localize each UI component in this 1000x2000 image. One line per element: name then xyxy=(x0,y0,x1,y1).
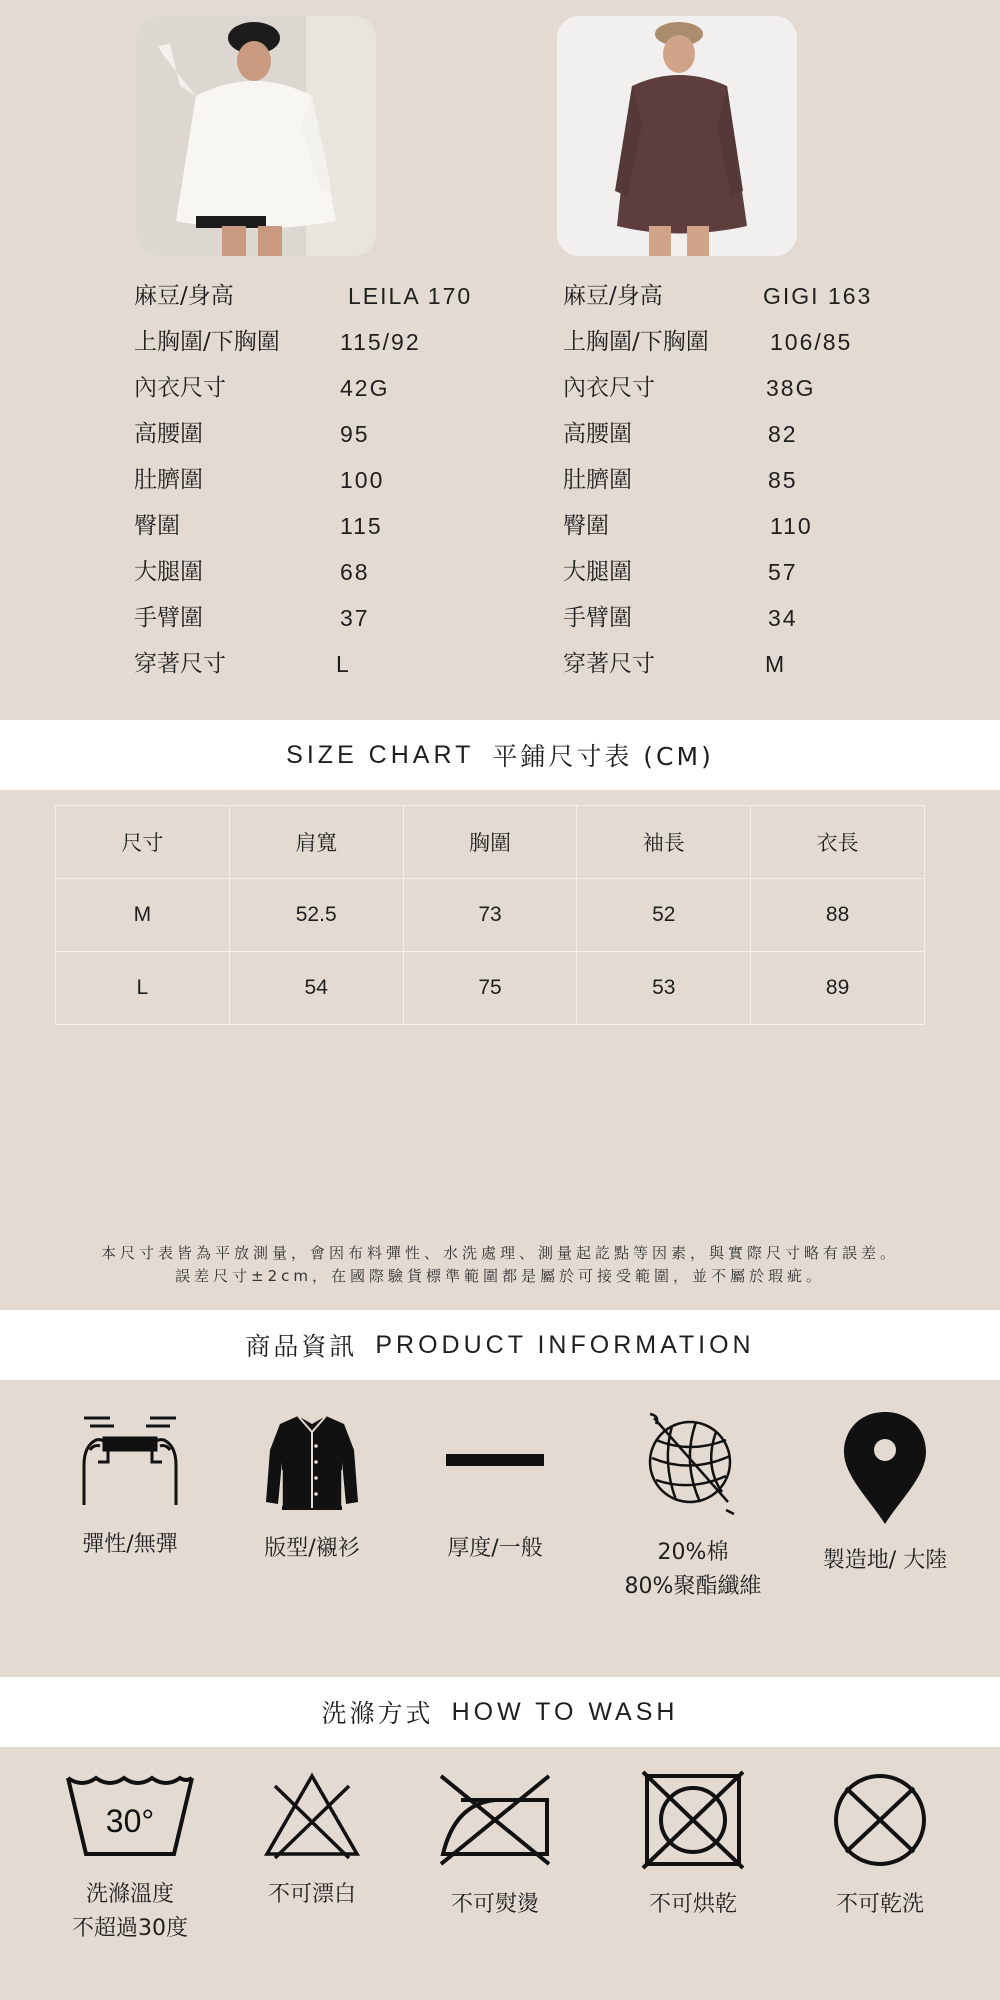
measure-label: 穿著尺寸 xyxy=(563,651,655,677)
product-info-header xyxy=(0,1310,1000,1380)
wash-caption xyxy=(40,1878,220,1946)
wash-caption: 不可乾洗 xyxy=(835,1892,924,1917)
shirt-icon xyxy=(262,1410,362,1514)
measure-row xyxy=(563,644,943,690)
measure-label: 臀圍 xyxy=(134,513,180,539)
table-cell: 89 xyxy=(751,952,925,1025)
measure-value: M xyxy=(765,651,787,677)
no-tumble-dry-icon xyxy=(641,1770,745,1870)
measure-row xyxy=(134,506,514,552)
measure-row xyxy=(134,322,514,368)
measure-value: 85 xyxy=(768,467,798,493)
product-info-title-en: PRODUCT INFORMATION xyxy=(375,1330,755,1359)
table-header-cell: 肩寬 xyxy=(229,806,403,879)
table-cell: L xyxy=(56,952,230,1025)
measure-row xyxy=(563,460,943,506)
wash-caption: 不可熨燙 xyxy=(450,1892,539,1917)
measure-label: 肚臍圍 xyxy=(563,467,632,493)
measure-row xyxy=(563,598,943,644)
measure-value: 100 xyxy=(340,467,385,493)
no-dry-clean-icon xyxy=(828,1770,932,1870)
wash-caption: 不可漂白 xyxy=(267,1882,356,1907)
location-pin-icon xyxy=(840,1410,930,1526)
table-cell: 88 xyxy=(751,879,925,952)
measure-value: 115 xyxy=(340,513,383,539)
product-info-item xyxy=(795,1410,975,1578)
table-header-cell: 袖長 xyxy=(577,806,751,879)
size-chart-title-zh: 平鋪尺寸表 (CM) xyxy=(492,742,714,771)
measure-value: L xyxy=(336,651,351,677)
stretch-icon xyxy=(70,1410,190,1510)
measure-label: 穿著尺寸 xyxy=(134,651,226,677)
wash-header xyxy=(0,1677,1000,1747)
table-row xyxy=(56,879,925,952)
size-chart-header xyxy=(0,720,1000,790)
measure-label: 大腿圍 xyxy=(563,559,632,585)
model-photo-gigi xyxy=(557,16,797,256)
measure-value: 106/85 xyxy=(770,329,853,355)
wash-30-icon xyxy=(64,1770,196,1860)
measure-row xyxy=(563,414,943,460)
measure-value: 42G xyxy=(340,375,390,401)
wash-item xyxy=(40,1770,220,1946)
table-cell: 75 xyxy=(403,952,577,1025)
wash-temp-text: 30° xyxy=(105,1803,155,1839)
measure-value: 95 xyxy=(340,421,370,447)
measure-row xyxy=(563,322,943,368)
measure-row xyxy=(563,506,943,552)
measure-label: 高腰圍 xyxy=(563,421,632,447)
product-info-item xyxy=(40,1410,220,1562)
note-line: 本尺寸表皆為平放測量，會因布料彈性、水洗處理、測量起訖點等因素，與實際尺寸略有誤差。 xyxy=(100,1244,899,1262)
wash-item xyxy=(222,1770,402,1912)
measure-value: 38G xyxy=(766,375,816,401)
no-iron-icon xyxy=(435,1770,555,1870)
wash-item xyxy=(603,1770,783,1922)
measure-value: 57 xyxy=(768,559,798,585)
measure-label: 麻豆/身高 xyxy=(134,283,234,309)
product-info-caption: 製造地/ 大陸 xyxy=(822,1548,948,1573)
no-bleach-icon xyxy=(257,1770,367,1860)
product-info-caption-line: 80%聚酯纖維 xyxy=(624,1574,762,1599)
table-header-cell: 胸圍 xyxy=(403,806,577,879)
measure-label: 上胸圍/下胸圍 xyxy=(563,329,709,355)
product-info-item xyxy=(222,1410,402,1566)
size-chart-title-en: SIZE CHART xyxy=(286,740,475,769)
table-header-cell: 衣長 xyxy=(751,806,925,879)
table-row xyxy=(56,952,925,1025)
table-header-cell: 尺寸 xyxy=(56,806,230,879)
measure-label: 麻豆/身高 xyxy=(563,283,663,309)
measure-row xyxy=(134,460,514,506)
measure-row xyxy=(134,644,514,690)
model-measurements-leila xyxy=(134,276,514,690)
table-cell: M xyxy=(56,879,230,952)
yarn-ball-icon xyxy=(638,1410,748,1518)
measure-label: 高腰圍 xyxy=(134,421,203,447)
measure-row xyxy=(134,414,514,460)
measure-row xyxy=(134,368,514,414)
measure-label: 手臂圍 xyxy=(563,605,632,631)
table-cell: 54 xyxy=(229,952,403,1025)
measure-label: 內衣尺寸 xyxy=(134,375,226,401)
product-info-caption: 彈性/無彈 xyxy=(82,1532,178,1557)
measure-value: 115/92 xyxy=(340,329,421,355)
measure-label: 肚臍圍 xyxy=(134,467,203,493)
table-cell: 73 xyxy=(403,879,577,952)
table-cell: 53 xyxy=(577,952,751,1025)
model-measurements-gigi xyxy=(563,276,943,690)
product-info-title-zh: 商品資訊 xyxy=(245,1332,358,1361)
measure-value: LEILA 170 xyxy=(348,283,473,309)
product-info-item xyxy=(603,1410,783,1604)
measure-label: 大腿圍 xyxy=(134,559,203,585)
measure-value: 37 xyxy=(340,605,370,631)
model-photo-leila xyxy=(136,16,376,256)
product-info-item xyxy=(405,1410,585,1566)
note-line: 誤差尺寸±2cm，在國際驗貨標準範圍都是屬於可接受範圍，並不屬於瑕疵。 xyxy=(175,1267,825,1285)
measure-row xyxy=(134,598,514,644)
wash-title-en: HOW TO WASH xyxy=(451,1697,679,1726)
measure-row xyxy=(563,368,943,414)
measure-label: 內衣尺寸 xyxy=(563,375,655,401)
table-cell: 52 xyxy=(577,879,751,952)
wash-item xyxy=(790,1770,970,1922)
wash-item xyxy=(405,1770,585,1922)
measure-row xyxy=(563,552,943,598)
thickness-line-icon xyxy=(440,1410,550,1514)
wash-title-zh: 洗滌方式 xyxy=(321,1699,434,1728)
product-info-caption xyxy=(603,1536,783,1604)
table-header-row xyxy=(56,806,925,879)
measure-value: 68 xyxy=(340,559,370,585)
table-cell: 52.5 xyxy=(229,879,403,952)
wash-caption: 不可烘乾 xyxy=(648,1892,737,1917)
size-chart-table xyxy=(55,805,925,1025)
product-info-caption-line: 20%棉 xyxy=(657,1540,729,1565)
measure-value: 34 xyxy=(768,605,798,631)
measurement-note xyxy=(20,1242,980,1288)
measure-value: 82 xyxy=(768,421,798,447)
measure-label: 上胸圍/下胸圍 xyxy=(134,329,280,355)
measure-label: 手臂圍 xyxy=(134,605,203,631)
wash-caption-line: 洗滌溫度 xyxy=(85,1882,174,1907)
measure-row xyxy=(134,276,514,322)
product-info-caption: 厚度/一般 xyxy=(447,1536,543,1561)
wash-caption-line: 不超過30度 xyxy=(72,1916,188,1941)
measure-row xyxy=(563,276,943,322)
measure-label: 臀圍 xyxy=(563,513,609,539)
measure-row xyxy=(134,552,514,598)
measure-value: 110 xyxy=(770,513,813,539)
measure-value: GIGI 163 xyxy=(763,283,873,309)
product-info-caption: 版型/襯衫 xyxy=(264,1536,360,1561)
